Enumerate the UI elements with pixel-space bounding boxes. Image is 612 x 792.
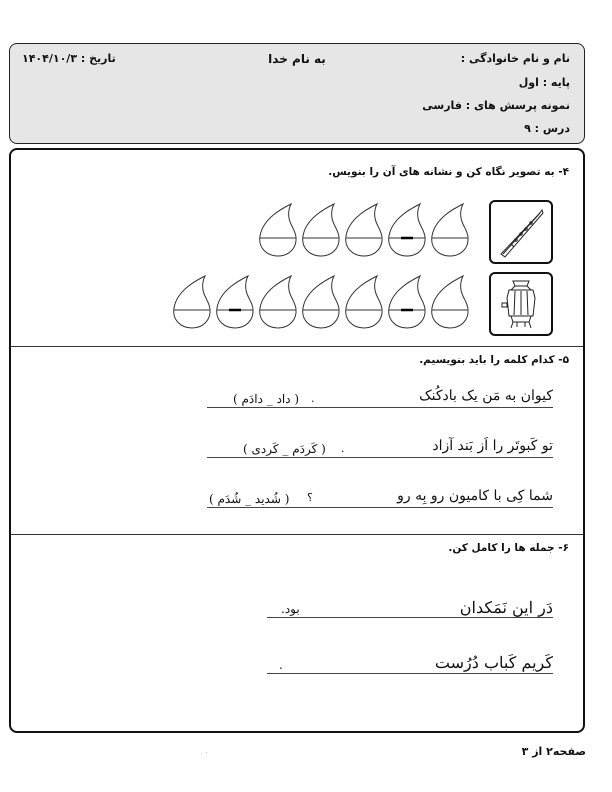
sound-drop[interactable]: [386, 274, 428, 330]
sentence-text: کیوان به مَن یک بادکُنک: [419, 388, 553, 404]
sound-drop[interactable]: [300, 274, 342, 330]
page-number: صفحه۲ از ۳: [521, 745, 586, 758]
sound-drop[interactable]: [429, 202, 471, 258]
sentence-text: دَر این نَمَکدان: [459, 598, 553, 617]
sentence-end: .: [311, 392, 315, 405]
sentence-text: شما کِی با کامیون رو بِه رو: [397, 488, 553, 504]
writing-line: [207, 407, 553, 408]
sound-drop[interactable]: [257, 274, 299, 330]
header-box: [9, 43, 585, 144]
word-options: ( شُدید _ شُدَم ): [209, 492, 290, 506]
drop-shape-icon: [257, 274, 299, 330]
question-5-title: ۵- کدام کلمه را باید بنویسیم.: [419, 354, 569, 366]
sentence-text: کَریم کَباب دُرُست: [434, 653, 553, 672]
drop-shape-icon: [300, 274, 342, 330]
sound-drop[interactable]: [343, 202, 385, 258]
writing-line: [267, 673, 553, 674]
drop-shape-icon: [257, 202, 299, 258]
sound-drop[interactable]: [171, 274, 213, 330]
writing-line: [267, 617, 553, 618]
word-options: ( کَردَم _ کَردی ): [243, 442, 326, 456]
drop-shape-icon: [171, 274, 213, 330]
sound-drop[interactable]: [300, 202, 342, 258]
page-title: به نام خدا: [268, 52, 326, 66]
picture-box-samovar: [489, 272, 553, 336]
sentence-text: تو کَبوتَر را اَز بَند آزاد: [432, 438, 553, 454]
drop-shape-icon: [343, 274, 385, 330]
drop-shape-icon: [300, 202, 342, 258]
questions-box: [9, 148, 585, 733]
drop-shape-icon: [214, 274, 256, 330]
sound-drop[interactable]: [214, 274, 256, 330]
drop-shape-icon: [343, 202, 385, 258]
flute-icon: [493, 204, 549, 260]
lesson-label: درس : ۹: [524, 122, 570, 135]
sound-drop[interactable]: [386, 202, 428, 258]
speck: [206, 752, 207, 753]
question-6-title: ۶- جمله ها را کامل کن.: [448, 542, 569, 554]
drop-shape-icon: [386, 274, 428, 330]
sound-drop[interactable]: [343, 274, 385, 330]
drop-shape-icon: [429, 202, 471, 258]
divider: [11, 534, 583, 535]
sentence-end: .: [341, 442, 345, 455]
sound-drop[interactable]: [257, 202, 299, 258]
samovar-icon: [493, 276, 549, 332]
grade-label: پایه : اول: [518, 76, 570, 89]
picture-box-flute: [489, 200, 553, 264]
writing-line: [207, 507, 553, 508]
drop-shape-icon: [429, 274, 471, 330]
sentence-end: ؟: [307, 491, 313, 504]
sound-drop[interactable]: [429, 274, 471, 330]
sentence-end: .: [279, 658, 283, 672]
subject-label: نمونه پرسش های : فارسی: [422, 99, 570, 112]
sentence-end: بود.: [281, 602, 300, 616]
divider: [11, 346, 583, 347]
name-label: نام و نام خانوادگی :: [460, 52, 570, 65]
question-4-title: ۴- به تصویر نگاه کن و نشانه های آن را بنویس.: [328, 166, 569, 178]
drop-shape-icon: [386, 202, 428, 258]
writing-line: [207, 457, 553, 458]
date-label: تاریخ : ۱۴۰۴/۱۰/۳: [22, 52, 116, 65]
word-options: ( داد _ دادَم ): [233, 392, 300, 406]
